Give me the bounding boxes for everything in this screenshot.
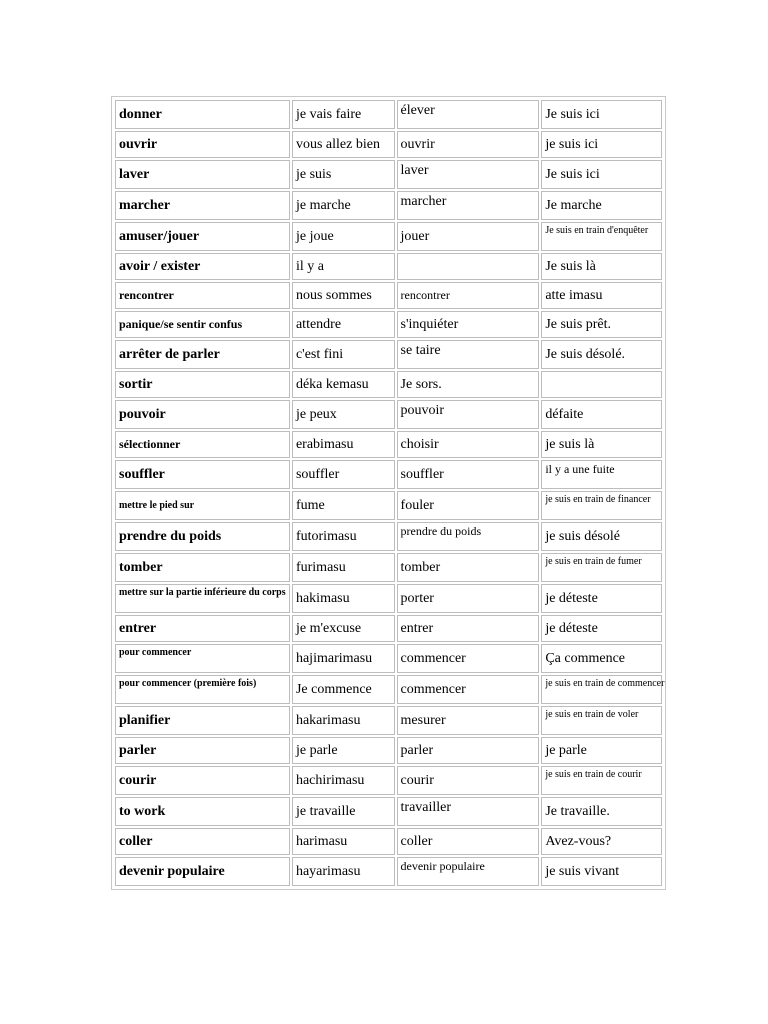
table-row [115, 160, 662, 189]
word-cell: planifier [115, 706, 290, 735]
phrase-cell: je m'excuse [292, 615, 395, 642]
table-row [115, 131, 662, 158]
translation-cell: élever [397, 100, 540, 129]
example-cell: je suis en train de financer [541, 491, 662, 520]
table-row [115, 797, 662, 826]
phrase-cell: je peux [292, 400, 395, 429]
example-cell: Je suis prêt. [541, 311, 662, 338]
translation-cell: mesurer [397, 706, 540, 735]
table-row [115, 522, 662, 551]
table-row [115, 460, 662, 489]
table-row [115, 311, 662, 338]
translation-cell: jouer [397, 222, 540, 251]
example-cell: défaite [541, 400, 662, 429]
phrase-cell: harimasu [292, 828, 395, 855]
example-cell: je suis ici [541, 131, 662, 158]
translation-cell: tomber [397, 553, 540, 582]
translation-cell: Je sors. [397, 371, 540, 398]
word-cell: panique/se sentir confus [115, 311, 290, 338]
table-row [115, 615, 662, 642]
word-cell: souffler [115, 460, 290, 489]
translation-cell: s'inquiéter [397, 311, 540, 338]
translation-cell: fouler [397, 491, 540, 520]
table-row [115, 282, 662, 309]
table-row [115, 737, 662, 764]
translation-cell: ouvrir [397, 131, 540, 158]
phrase-cell: vous allez bien [292, 131, 395, 158]
example-cell: Je suis ici [541, 100, 662, 129]
phrase-cell: je joue [292, 222, 395, 251]
word-cell: amuser/jouer [115, 222, 290, 251]
phrase-cell: c'est fini [292, 340, 395, 369]
table-row [115, 644, 662, 673]
translation-cell: marcher [397, 191, 540, 220]
example-cell: il y a une fuite [541, 460, 662, 489]
example-cell: je suis en train de commencer [541, 675, 662, 704]
word-cell: avoir / exister [115, 253, 290, 280]
word-cell: sélectionner [115, 431, 290, 458]
translation-cell [397, 253, 540, 280]
word-cell: to work [115, 797, 290, 826]
word-cell: arrêter de parler [115, 340, 290, 369]
phrase-cell: furimasu [292, 553, 395, 582]
table-row [115, 857, 662, 886]
phrase-cell: je travaille [292, 797, 395, 826]
word-cell: marcher [115, 191, 290, 220]
translation-cell: prendre du poids [397, 522, 540, 551]
translation-cell: commencer [397, 675, 540, 704]
phrase-cell: hachirimasu [292, 766, 395, 795]
vocabulary-table-body [115, 100, 665, 886]
translation-cell: travailler [397, 797, 540, 826]
translation-cell: choisir [397, 431, 540, 458]
word-cell: mettre sur la partie inférieure du corps [115, 584, 290, 613]
translation-cell: laver [397, 160, 540, 189]
example-cell: je suis vivant [541, 857, 662, 886]
word-cell: courir [115, 766, 290, 795]
example-cell: Ça commence [541, 644, 662, 673]
translation-cell: pouvoir [397, 400, 540, 429]
word-cell: devenir populaire [115, 857, 290, 886]
phrase-cell: déka kemasu [292, 371, 395, 398]
phrase-cell: erabimasu [292, 431, 395, 458]
word-cell: pouvoir [115, 400, 290, 429]
table-row [115, 675, 662, 704]
example-cell: je suis désolé [541, 522, 662, 551]
word-cell: entrer [115, 615, 290, 642]
table-row [115, 706, 662, 735]
example-cell: je suis en train de voler [541, 706, 662, 735]
table-row [115, 766, 662, 795]
translation-cell: entrer [397, 615, 540, 642]
example-cell: Avez-vous? [541, 828, 662, 855]
phrase-cell: fume [292, 491, 395, 520]
translation-cell: se taire [397, 340, 540, 369]
table-row [115, 400, 662, 429]
phrase-cell: hajimarimasu [292, 644, 395, 673]
phrase-cell: souffler [292, 460, 395, 489]
example-cell: je parle [541, 737, 662, 764]
translation-cell: commencer [397, 644, 540, 673]
example-cell: Je suis en train d'enquêter [541, 222, 662, 251]
example-cell: atte imasu [541, 282, 662, 309]
word-cell: pour commencer [115, 644, 290, 673]
table-row [115, 584, 662, 613]
word-cell: ouvrir [115, 131, 290, 158]
translation-cell: parler [397, 737, 540, 764]
phrase-cell: hakarimasu [292, 706, 395, 735]
table-row [115, 340, 662, 369]
example-cell: Je suis là [541, 253, 662, 280]
example-cell: je déteste [541, 615, 662, 642]
example-cell: je déteste [541, 584, 662, 613]
word-cell: donner [115, 100, 290, 129]
word-cell: mettre le pied sur [115, 491, 290, 520]
example-cell: Je marche [541, 191, 662, 220]
word-cell: parler [115, 737, 290, 764]
phrase-cell: je vais faire [292, 100, 395, 129]
phrase-cell: il y a [292, 253, 395, 280]
translation-cell: devenir populaire [397, 857, 540, 886]
translation-cell: porter [397, 584, 540, 613]
table-row [115, 253, 662, 280]
translation-cell: rencontrer [397, 282, 540, 309]
table-row [115, 100, 662, 129]
example-cell: je suis là [541, 431, 662, 458]
word-cell: tomber [115, 553, 290, 582]
word-cell: laver [115, 160, 290, 189]
example-cell [541, 371, 662, 398]
example-cell: Je suis ici [541, 160, 662, 189]
table-row [115, 828, 662, 855]
word-cell: coller [115, 828, 290, 855]
example-cell: Je suis désolé. [541, 340, 662, 369]
word-cell: rencontrer [115, 282, 290, 309]
table-row [115, 491, 662, 520]
phrase-cell: Je commence [292, 675, 395, 704]
phrase-cell: je parle [292, 737, 395, 764]
word-cell: pour commencer (première fois) [115, 675, 290, 704]
translation-cell: souffler [397, 460, 540, 489]
word-cell: sortir [115, 371, 290, 398]
table-row [115, 191, 662, 220]
phrase-cell: nous sommes [292, 282, 395, 309]
table-row [115, 371, 662, 398]
table-row [115, 222, 662, 251]
phrase-cell: hakimasu [292, 584, 395, 613]
phrase-cell: je suis [292, 160, 395, 189]
example-cell: je suis en train de fumer [541, 553, 662, 582]
phrase-cell: attendre [292, 311, 395, 338]
word-cell: prendre du poids [115, 522, 290, 551]
phrase-cell: je marche [292, 191, 395, 220]
vocabulary-table [113, 98, 664, 888]
phrase-cell: futorimasu [292, 522, 395, 551]
translation-cell: coller [397, 828, 540, 855]
phrase-cell: hayarimasu [292, 857, 395, 886]
table-row [115, 553, 662, 582]
vocabulary-table-frame [111, 96, 666, 890]
translation-cell: courir [397, 766, 540, 795]
example-cell: je suis en train de courir [541, 766, 662, 795]
table-row [115, 431, 662, 458]
example-cell: Je travaille. [541, 797, 662, 826]
